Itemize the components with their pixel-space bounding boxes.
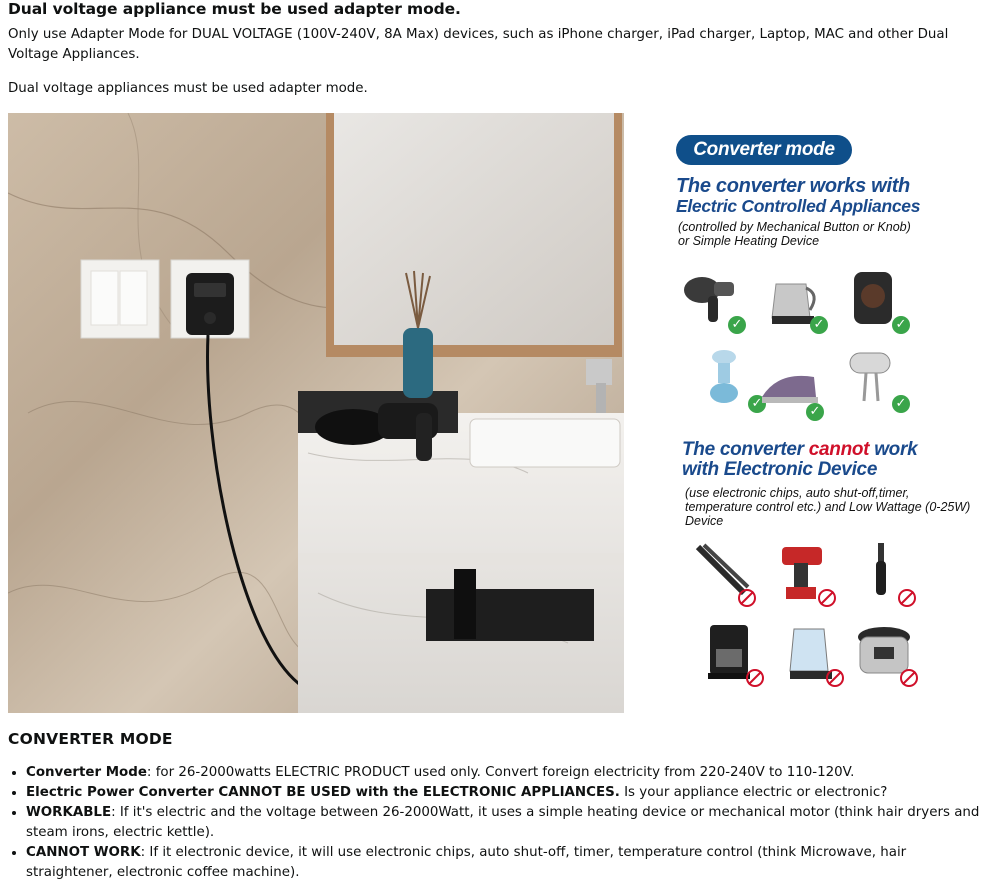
coffee-maker-icon xyxy=(700,621,764,685)
bullet-text: Is your appliance electric or electronic? xyxy=(619,785,888,800)
cannot-work-title xyxy=(682,440,917,480)
works-with-note-line2: or Simple Heating Device xyxy=(678,234,820,248)
converter-mode-infographic xyxy=(648,113,983,713)
cannot-work-title-line1 xyxy=(682,440,917,460)
list-item xyxy=(26,843,996,883)
bathroom-scene-illustration xyxy=(8,113,624,713)
works-with-note xyxy=(678,220,911,248)
converter-mode-title: CONVERTER MODE xyxy=(8,730,173,748)
converter-mode-label: Converter mode xyxy=(676,135,852,165)
list-item xyxy=(26,803,996,843)
works-with-note-line1: (controlled by Mechanical Button or Knob) xyxy=(678,220,911,234)
hand-mixer-icon: ✓ xyxy=(844,345,908,409)
steam-iron-icon: ✓ xyxy=(758,353,822,417)
product-photo-bathroom xyxy=(8,113,624,713)
electric-kettle-icon: ✓ xyxy=(762,266,826,330)
pressure-cooker-icon xyxy=(854,621,918,685)
bullet-bold: Converter Mode xyxy=(26,765,147,780)
adapter-mode-note: Dual voltage appliances must be used adapter mode. xyxy=(8,81,368,96)
bullet-text: : for 26-2000watts ELECTRIC PRODUCT used only. Convert foreign electricity from 220-240V to 110-120V. xyxy=(146,765,855,780)
bullet-text: : If it's electric and the voltage between 26-2000Watt, it uses a simple heating device or mechanical motor (think hair dryers and steam irons, electric kettle). xyxy=(26,805,980,840)
hair-straightener-icon xyxy=(692,541,756,605)
electronic-kettle-icon xyxy=(780,621,844,685)
cannot-work-title-line2: with Electronic Device xyxy=(682,459,878,480)
bullet-bold: CANNOT WORK xyxy=(26,845,141,860)
hair-dryer-icon: ✓ xyxy=(680,266,744,330)
works-with-title-line1: The converter works with xyxy=(676,175,910,197)
list-item xyxy=(26,783,996,803)
cannot-work-title-post: work xyxy=(869,439,918,460)
list-item xyxy=(26,763,996,783)
page-heading: Dual voltage appliance must be used adapter mode. xyxy=(8,0,461,18)
bullet-bold: WORKABLE xyxy=(26,805,112,820)
space-heater-icon: ✓ xyxy=(844,266,908,330)
adapter-mode-description: Only use Adapter Mode for DUAL VOLTAGE (100V-240V, 8A Max) devices, such as iPhone charger, iPad charger, Laptop, MAC and other Dual Voltage Appliances. xyxy=(8,27,949,62)
cannot-work-title-red: cannot xyxy=(808,439,870,460)
cannot-work-title-pre: The converter xyxy=(682,439,809,460)
garment-steamer-icon: ✓ xyxy=(700,345,764,409)
works-with-title-line2: Electric Controlled Appliances xyxy=(676,196,921,216)
bullet-bold: Electric Power Converter CANNOT BE USED with the ELECTRONIC APPLIANCES. xyxy=(26,785,620,800)
cordless-drill-icon xyxy=(772,541,836,605)
electric-toothbrush-icon xyxy=(852,541,916,605)
converter-mode-bullet-list xyxy=(8,763,996,883)
works-with-title xyxy=(676,176,920,216)
bullet-text: : If it electronic device, it will use electronic chips, auto shut-off, timer, temperature control (think Microwave, hair straightener, electronic coffee machine). xyxy=(26,845,907,880)
cannot-work-note: (use electronic chips, auto shut-off,timer, temperature control etc.) and Low Wattage (0-25W) Device xyxy=(685,486,971,528)
